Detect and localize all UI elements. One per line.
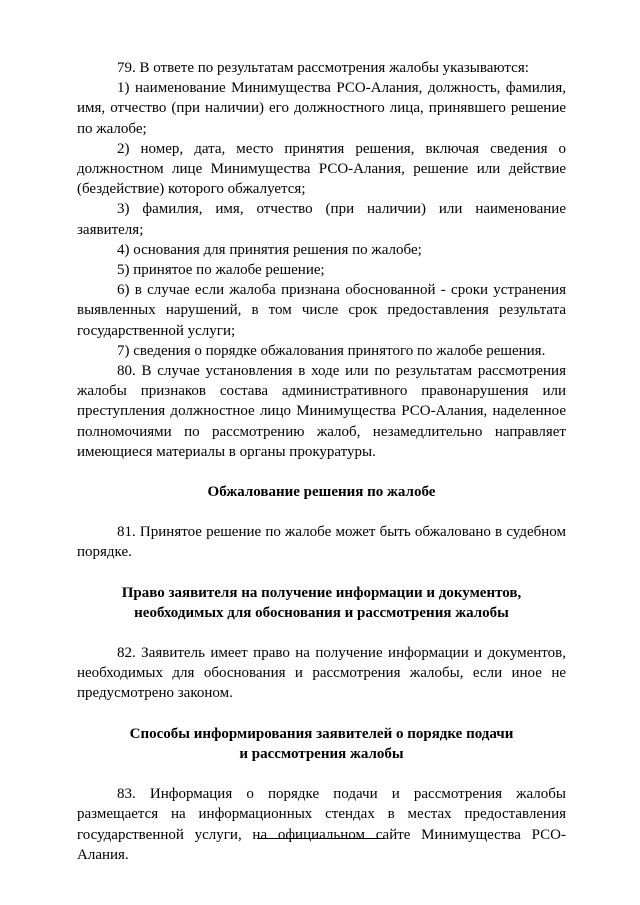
heading-line: Право заявителя на получение информации и документов, (121, 584, 522, 601)
paragraph-80: 80. В случае установления в ходе или по результатам рассмотрения жалобы признаков состава административного правонарушения или преступления должностное лицо Минимущества РСО-Алания, наделенное полномочиями по рассмотрению жалоб, незамедлительно направляет имеющиеся материалы в органы прокуратуры. (77, 363, 566, 460)
list-item-4: 4) основания для принятия решения по жалобе; (117, 241, 422, 258)
list-item-1: 1) наименование Минимущества РСО-Алания, должность, фамилия, имя, отчество (при наличии) его должностного лица, принявшего решение по жалобе; (77, 80, 566, 137)
list-item-6: 6) в случае если жалоба признана обоснованной - сроки устранения выявленных нарушений, в том числе срок предоставления результата государственной услуги; (77, 282, 566, 339)
paragraph-83: 83. Информация о порядке подачи и рассмотрения жалобы размещается на информационных стендах в местах предоставления государственной услуги, на официальном сайте Минимущества РСО-Алания. (77, 786, 566, 863)
section-heading-right-to-info (77, 583, 566, 623)
document-body (77, 58, 566, 865)
list-item-7: 7) сведения о порядке обжалования принятого по жалобе решения. (117, 342, 546, 359)
footer-divider (257, 838, 384, 839)
paragraph-79: 79. В ответе по результатам рассмотрения жалобы указываются: (117, 60, 529, 76)
heading-line: необходимых для обоснования и рассмотрения жалобы (134, 604, 509, 621)
section-heading-informing-methods (77, 724, 566, 764)
section-heading-appeal: Обжалование решения по жалобе (207, 484, 436, 501)
heading-line: и рассмотрения жалобы (239, 745, 404, 762)
list-item-3: 3) фамилия, имя, отчество (при наличии) или наименование заявителя; (77, 201, 566, 238)
paragraph-81: 81. Принятое решение по жалобе может быть обжаловано в судебном порядке. (77, 524, 566, 561)
list-item-2: 2) номер, дата, место принятия решения, включая сведения о должностном лице Минимущества РСО-Алания, решение или действие (бездействие) которого обжалуется; (77, 140, 566, 198)
heading-line: Способы информирования заявителей о порядке подачи (129, 725, 514, 742)
paragraph-82: 82. Заявитель имеет право на получение информации и документов, необходимых для обоснования и рассмотрения жалобы, если иное не предусмотрено законом. (77, 645, 566, 702)
list-item-5: 5) принятое по жалобе решение; (117, 262, 325, 279)
